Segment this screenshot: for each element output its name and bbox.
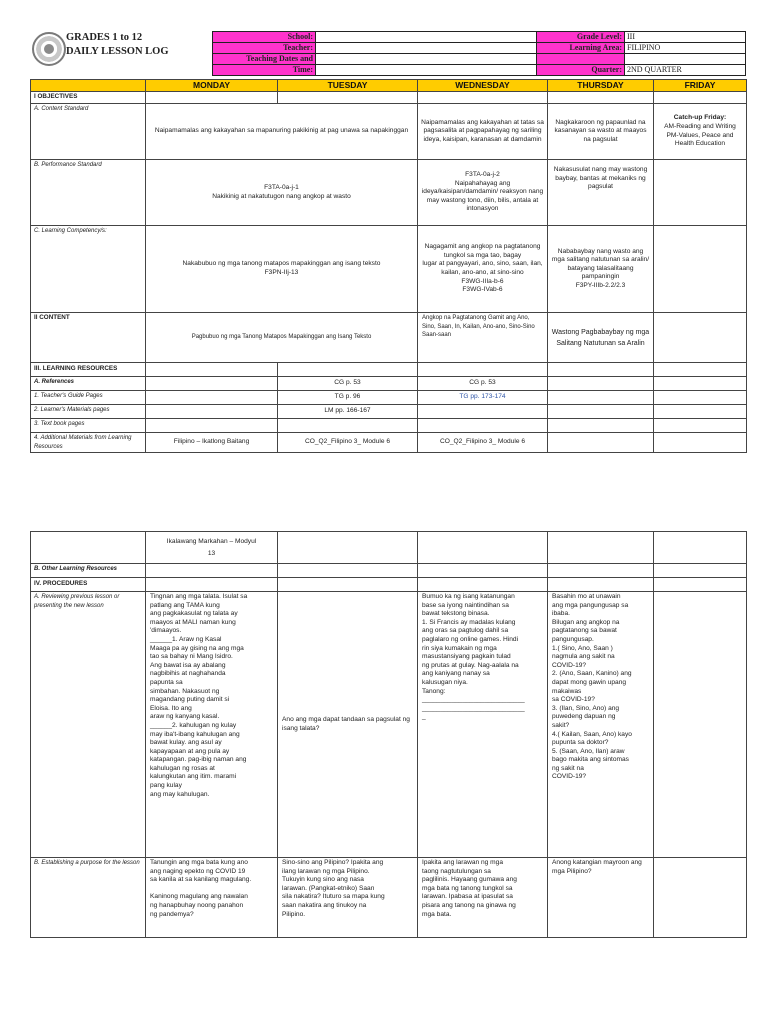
day-wednesday: WEDNESDAY — [418, 80, 548, 92]
additional-materials-label: 4. Additional Materials from Learning Resources — [31, 433, 146, 453]
purpose-mon-line: ng hanapbuhay noong panahon — [150, 901, 244, 909]
day-header-row — [31, 80, 747, 92]
review-thu-line: Bilugan ang angkop na — [552, 618, 620, 626]
references-wed: CG p. 53 — [418, 377, 548, 391]
objectives-row — [31, 92, 747, 104]
review-wed-line: Tanong: — [422, 687, 446, 695]
catch-up-pm: PM-Values, Peace and Health Education — [666, 131, 734, 148]
purpose-wed-line: larawan. Ipabasa at ipasulat sa — [422, 893, 513, 901]
review-wed-line: 1. Si Francis ay madalas kulang — [422, 618, 516, 626]
review-mon-line: bawat kulay. ang asul ay — [150, 739, 222, 747]
review-wed-line: rin siya kumakain ng mga — [422, 644, 497, 652]
performance-standard-row — [31, 160, 747, 226]
catch-up-am: AM-Reading and Writing — [664, 122, 736, 130]
review-thu-line: 2. (Ano, Saan, Kanino) ang — [552, 670, 632, 678]
review-thu-line: puwedeng dapuan ng — [552, 713, 616, 721]
competency-code: F3PN-IIj-13 — [264, 269, 299, 276]
review-mon-line: kalungkutan ang itim. marami — [150, 773, 237, 781]
review-mon-line: Eloisa. Ito ang — [150, 704, 192, 712]
textbook-row — [31, 419, 747, 433]
textbook-label: 3. Text book pages — [31, 419, 146, 433]
teachers-guide-row — [31, 391, 747, 405]
learning-area-value: FILIPINO — [625, 43, 746, 54]
purpose-label: B. Establishing a purpose for the lesson — [31, 858, 146, 938]
content-standard-mon-tue: Naipamamalas ang kakayahan sa mapanuring pakikinig at pag unawa sa napakinggan — [146, 104, 418, 160]
purpose-tue-line: Tukuyin kung sino ang nasa — [282, 876, 364, 884]
review-thu-line: 4.( Kailan, Saan, Ano) kayo — [552, 730, 632, 738]
review-mon-line: Tingnan ang mga talata. Isulat sa — [150, 593, 248, 600]
performance-standard-mon-tue — [146, 160, 418, 226]
header-school-grid — [212, 31, 537, 76]
references-label: A. References — [31, 377, 146, 391]
purpose-tue-line: sila nakatira? Ituturo sa mapa kung — [282, 893, 385, 901]
teaching-dates-value — [316, 54, 537, 65]
additional-continued-row — [31, 532, 747, 564]
review-wed-line: bawat tekstong binasa. — [422, 610, 490, 618]
purpose-mon-line — [150, 885, 273, 894]
review-wed-line: ____________________________ — [422, 704, 525, 712]
day-monday: MONDAY — [146, 80, 278, 92]
review-mon-line: simbahan. Nakasuot ng — [150, 687, 220, 695]
review-mon-line: may iba't-ibang kahulugan ang — [150, 730, 240, 738]
competency-wed-code2: F3WG-IVab-6 — [462, 286, 503, 294]
blank-label — [537, 54, 625, 65]
tg-wed: TG pp. 173-174 — [418, 391, 548, 405]
learning-competency-thu — [548, 226, 654, 313]
day-tuesday: TUESDAY — [278, 80, 418, 92]
school-value — [316, 32, 537, 43]
review-thu-line: nagmula ang sakit na — [552, 653, 615, 661]
performance-text: Nakikinig at nakatutugon nang angkop at wasto — [212, 192, 351, 200]
lm-tue: LM pp. 166-167 — [278, 405, 418, 419]
review-mon-line: 'dimaayos. — [150, 627, 182, 635]
content-wed: Angkop na Pagtatanong Gamit ang Ano, Sino, Saan, In, Kailan, Ano-ano, Sino-Sino Saan-saan — [418, 313, 548, 363]
grade-level-label: Grade Level: — [537, 32, 625, 43]
review-thu-line: COVID-19? — [552, 773, 587, 781]
learning-competency-mon-tue — [146, 226, 418, 313]
learning-competency-wed — [418, 226, 548, 313]
review-mon-line: ang pagkakasulat ng talata ay — [150, 610, 238, 618]
review-mon-line: patlang ang TAMA kung — [150, 601, 220, 609]
review-label: A. Reviewing previous lesson or presenting the new lesson — [31, 592, 146, 858]
teaching-dates-label: Teaching Dates and — [213, 54, 316, 65]
corner-cell — [31, 80, 146, 92]
review-thu-line: dapat mong gawin upang — [552, 678, 627, 686]
references-tue: CG p. 53 — [278, 377, 418, 391]
learning-competency-row — [31, 226, 747, 313]
purpose-tue-line: saan nakatira ang tinukoy na — [282, 901, 367, 909]
purpose-mon-line: Kaninong magulang ang nawalan — [150, 893, 248, 901]
performance-standard-label: B. Performance Standard — [31, 160, 146, 226]
deped-seal-icon — [32, 32, 66, 66]
competency-thu-text: Nababaybay nang wasto ang mga salitang natutunan sa aralin/ batayang talasalitaang pampaningin — [551, 247, 650, 281]
competency-wed-code1: F3WG-IIIa-b-6 — [461, 277, 504, 285]
review-mon-line: maayos at MALI naman kung — [150, 618, 236, 626]
review-mon-line: Ang bawat isa ay abalang — [150, 661, 226, 669]
purpose-wed-line: mga bata ng tanong tungkol sa — [422, 884, 513, 892]
day-friday: FRIDAY — [654, 80, 747, 92]
review-tue: Ano ang mga dapat tandaan sa pagsulat ng isang talata? — [278, 592, 418, 858]
review-mon-line: ang may kahulugan. — [150, 790, 210, 798]
purpose-mon-line: sa kanila at sa kanilang magulang. — [150, 876, 252, 884]
teacher-label: Teacher: — [213, 43, 316, 54]
learning-competency-label: C. Learning Competency/s: — [31, 226, 146, 313]
objectives-label: I OBJECTIVES — [31, 92, 146, 104]
review-thu-line: ng sakit na — [552, 764, 584, 772]
review-thu-line: pangungusap. — [552, 635, 594, 643]
review-mon-line: papunta sa — [150, 678, 183, 686]
module-number: 13 — [207, 549, 216, 557]
lesson-log-table-page1 — [30, 79, 747, 453]
performance-wed-code: F3TA-0a-j-2 — [465, 171, 500, 179]
content-standard-fri — [654, 104, 747, 160]
review-wed-line: base sa iyong naintindihan sa — [422, 601, 509, 609]
purpose-wed-line: Ipakita ang larawan ng mga — [422, 859, 504, 866]
review-wed-line: Bumuo ka ng isang katanungan — [422, 593, 515, 600]
content-standard-wed: Naipamamalas ang kakayahan at tatas sa pagsasalita at pagpapahayag ng sariling ideya, kaisipan, karanasan at damdamin — [418, 104, 548, 160]
header-title-line1: GRADES 1 to 12 — [66, 32, 143, 43]
additional-wed: CO_Q2_Filipino 3_ Module 6 — [418, 433, 548, 453]
review-wed-line: kalusugan niya. — [422, 678, 468, 686]
time-label: Time: — [213, 65, 316, 76]
review-mon-line: araw ng kanyang kasal. — [150, 713, 220, 721]
learners-materials-label: 2. Learner's Materials pages — [31, 405, 146, 419]
review-thu-line: COVID-19? — [552, 661, 587, 669]
review-thu-line: sa COVID-19? — [552, 696, 595, 704]
content-thu: Wastong Pagbabaybay ng mga Salitang Natutunan sa Aralin — [548, 313, 654, 363]
review-mon-line: pang kulay — [150, 782, 182, 790]
purpose-mon-line: ng pandemya? — [150, 910, 194, 918]
learning-resources-row — [31, 363, 747, 377]
grade-level-value: III — [625, 32, 746, 43]
review-thu-line: pagtatanong sa bawat — [552, 627, 617, 635]
purpose-mon-line: ang naging epekto ng COVID 19 — [150, 867, 246, 875]
content-label: II CONTENT — [31, 313, 146, 363]
learning-resources-label: III. LEARNING RESOURCES — [31, 363, 146, 377]
competency-text: Nakabubuo ng mga tanong matapos mapakinggan ang isang teksto — [182, 260, 381, 268]
review-thu-line: 5. (Saan, Ano, Ilan) araw — [552, 747, 625, 755]
additional-materials-row — [31, 433, 747, 453]
competency-thu-code: F3PY-IIIb-2.2/2.3 — [575, 281, 626, 289]
purpose-tue-line: larawan. (Pangkat-etniko) Saan — [282, 884, 375, 892]
purpose-tue — [278, 858, 418, 938]
competency-wed-line1: Nagagamit ang angkop na pagtatanong tungkol sa mga tao, bagay — [424, 243, 541, 259]
header-title-line2: DAILY LESSON LOG — [66, 46, 169, 57]
review-wed-line: masustansiyang pagkain tulad — [422, 653, 511, 661]
review-thu-line: 1.( Sino, Ano, Saan ) — [552, 644, 613, 652]
purpose-wed-line: paglilinis. Hayaang gumawa ang — [422, 876, 517, 884]
purpose-wed — [418, 858, 548, 938]
performance-code: F3TA-0a-j-1 — [264, 183, 299, 191]
content-standard-label: A. Content Standard — [31, 104, 146, 160]
review-thu-line: ang mga pangungusap sa — [552, 601, 629, 609]
content-standard-thu: Nagkakaroon ng papaunlad na kasanayan sa wasto at maayos na pagsulat — [548, 104, 654, 160]
review-thu-line: sakit? — [552, 721, 570, 729]
performance-wed-text: Naipahahayag ang ideya/kaisipan/damdamin/ reaksyon nang may wastong tono, diin, bilis, antala at intonasyon — [421, 179, 544, 213]
teachers-guide-label: 1. Teacher's Guide Pages — [31, 391, 146, 405]
review-mon-line: kapayapaan at ang pula ay — [150, 747, 230, 755]
review-mon-line: kahulugan ng rosas at — [150, 764, 215, 772]
catch-up-friday-title: Catch-up Friday: — [673, 114, 727, 122]
performance-standard-thu: Nakasusulat nang may wastong baybay, bantas at mekaniks ng pagsulat — [548, 160, 654, 226]
review-wed-line: ang oras sa pagtulog dahil sa — [422, 627, 509, 635]
content-row — [31, 313, 747, 363]
review-wed-line: ____________________________ — [422, 696, 525, 704]
blank-value — [625, 54, 746, 65]
learning-area-label: Learning Area: — [537, 43, 625, 54]
review-wed-line: paglalaro ng online games. Hindi — [422, 635, 519, 643]
purpose-row — [31, 858, 747, 938]
review-mon-line: magandang puting damit si — [150, 696, 230, 704]
review-mon-line: tao sa bahay ni Mang Isidro. — [150, 653, 233, 661]
purpose-mon — [146, 858, 278, 938]
other-resources-row — [31, 564, 747, 578]
additional-mon: Filipino – Ikatlong Baitang — [146, 433, 278, 453]
other-resources-label: B. Other Learning Resources — [31, 564, 146, 578]
learners-materials-row — [31, 405, 747, 419]
day-thursday: THURSDAY — [548, 80, 654, 92]
review-thu-line: ibaba. — [552, 610, 570, 618]
review-row — [31, 592, 747, 858]
module-quarter: Ikalawang Markahan – Modyul — [166, 537, 257, 545]
lesson-log-table-page2 — [30, 531, 747, 938]
review-thu-line: bago makita ang sintomas — [552, 756, 629, 764]
review-thu-line: Basahin mo at unawain — [552, 593, 621, 600]
purpose-wed-line: mga bata. — [422, 910, 452, 918]
procedures-label: IV. PROCEDURES — [31, 578, 146, 592]
procedures-row — [31, 578, 747, 592]
content-standard-row — [31, 104, 747, 160]
competency-wed-line2: lugar at pangyayari, ano, sino, saan, ilan, kailan, ano-ano, at sino-sino — [422, 260, 543, 276]
review-mon-line: nagbibihis at naghahanda — [150, 670, 226, 678]
purpose-wed-line: taong nagtutulungan sa — [422, 867, 491, 875]
performance-standard-wed — [418, 160, 548, 226]
purpose-thu: Anong katangian mayroon ang mga Pilipino? — [548, 858, 654, 938]
references-row — [31, 377, 747, 391]
review-thu-line: pupunta sa doktor? — [552, 739, 609, 747]
review-wed-line: ng prutas at gulay. Nag-aalala na — [422, 661, 519, 669]
teacher-value — [316, 43, 537, 54]
review-thu-line: makaiwas — [552, 687, 582, 695]
review-wed-line: ang kaniyang nanay sa — [422, 670, 490, 678]
content-mon-tue: Pagbubuo ng mga Tanong Matapos Mapakinggan ang Isang Teksto — [146, 313, 418, 363]
review-wed — [418, 592, 548, 858]
tg-tue: TG p. 96 — [278, 391, 418, 405]
purpose-mon-line: Tanungin ang mga bata kung ano — [150, 859, 248, 866]
purpose-wed-line: pisara ang tanong na ginawa ng — [422, 901, 516, 909]
review-thu — [548, 592, 654, 858]
additional-mon-continued — [146, 532, 278, 564]
review-wed-line: _ — [422, 713, 426, 721]
time-value — [316, 65, 537, 76]
review-mon — [146, 592, 278, 858]
school-label: School: — [213, 32, 316, 43]
purpose-tue-line: ilang larawan ng mga Pilipino. — [282, 867, 370, 875]
review-mon-line: ______2. kahulugan ng kulay — [150, 721, 237, 729]
additional-tue: CO_Q2_Filipino 3_ Module 6 — [278, 433, 418, 453]
review-mon-line: ______1. Araw ng Kasal — [150, 635, 222, 643]
purpose-tue-line: Sino-sino ang Pilipino? Ipakita ang — [282, 859, 384, 866]
quarter-value: 2ND QUARTER — [625, 65, 746, 76]
header-grade-grid — [536, 31, 746, 76]
review-mon-line: Maaga pa ay gising na ang mga — [150, 644, 244, 652]
review-mon-line: katapangan. pag-ibig naman ang — [150, 756, 247, 764]
review-thu-line: 3. (Ilan, Sino, Ano) ang — [552, 704, 620, 712]
quarter-label: Quarter: — [537, 65, 625, 76]
purpose-tue-line: Pilipino. — [282, 910, 306, 918]
